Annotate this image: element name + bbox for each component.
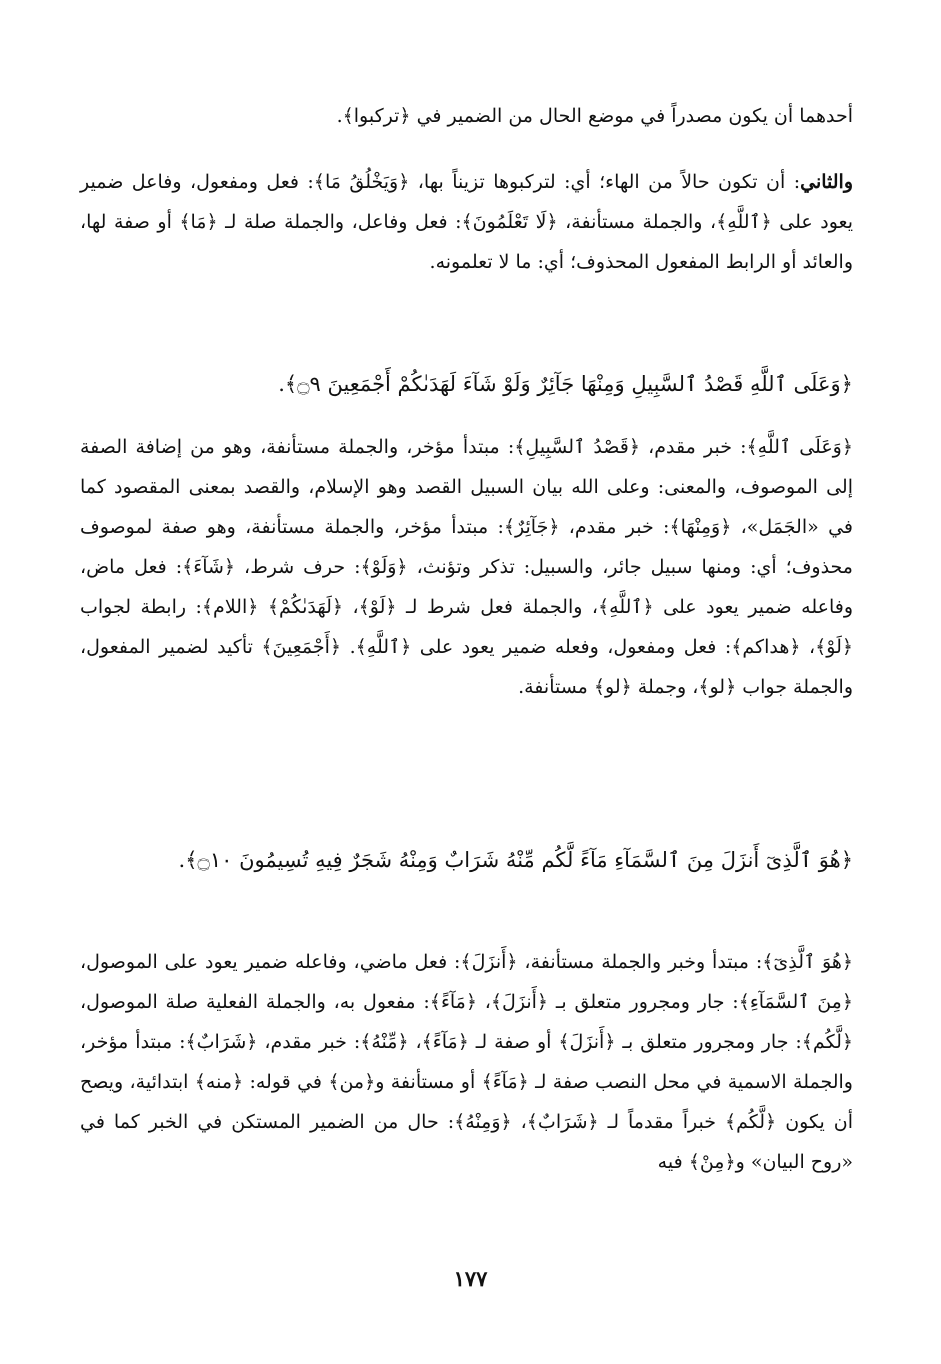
quran-verse-9: ﴿وَعَلَى ٱللَّهِ قَصْدُ ٱلسَّبِيلِ وَمِنْهَا جَآئِرٌ وَلَوْ شَآءَ لَهَدَىٰكُمْ أَجْمَعِينَ ۝٩﴾. [278,372,853,396]
quran-verse-10: ﴿هُوَ ٱلَّذِىٓ أَنزَلَ مِنَ ٱلسَّمَآءِ مَآءً لَّكُم مِّنْهُ شَرَابٌ وَمِنْهُ شَجَرٌ فِيهِ تُسِيمُونَ ۝١٠﴾. [178,848,853,872]
paragraph-verse-9-grammar: ﴿وَعَلَى ٱللَّهِ﴾: خبر مقدم، ﴿قَصْدُ ٱلسَّبِيلِ﴾: مبتدأ مؤخر، والجملة مستأنفة، وهو من إضافة الصفة إلى الموصوف، والمعنى: وعلى الله بيان السبيل القصد وهو الإسلام، والقصد بمعنى المقصود كما في «الجَمَل»، ﴿وَمِنْهَا﴾: خبر مقدم، ﴿جَآئِرٌ﴾: مبتدأ مؤخر، والجملة مستأنفة، وهو صفة لموصوف محذوف؛ أي: ومنها سبيل جائر، والسبيل: تذكر وتؤنث، ﴿وَلَوْ﴾: حرف شرط، ﴿شَآءَ﴾: فعل ماض، وفاعله ضمير يعود على ﴿ٱللَّهِ﴾، والجملة فعل شرط لـ ﴿لَوْ﴾، ﴿لَهَدَىٰكُمْ﴾ ﴿اللام﴾: رابطة لجواب ﴿لَوْ﴾، ﴿هداكم﴾: فعل ومفعول، وفعله ضمير يعود على ﴿ٱللَّهِ﴾. ﴿أَجْمَعِينَ﴾ تأكيد لضمير المفعول، والجملة جواب ﴿لو﴾، وجملة ﴿لو﴾ مستأنفة. [80,436,853,698]
paragraph-lead-word: والثاني [800,171,853,193]
page-number: ١٧٧ [453,1266,488,1291]
paragraph-first-reading: أحدهما أن يكون مصدراً في موضع الحال من الضمير في ﴿تركبوا﴾. [336,105,853,127]
paragraph-second-reading [80,162,853,282]
paragraph-verse-10-grammar: ﴿هُوَ ٱلَّذِىٓ﴾: مبتدأ وخبر والجملة مستأنفة، ﴿أَنزَلَ﴾: فعل ماضي، وفاعله ضمير يعود على الموصول، ﴿مِنَ ٱلسَّمَآءِ﴾: جار ومجرور متعلق بـ ﴿أَنزَلَ﴾، ﴿مَآءً﴾: مفعول به، والجملة الفعلية صلة الموصول، ﴿لَّكُم﴾: جار ومجرور متعلق بـ ﴿أَنزَلَ﴾ أو صفة لـ ﴿مَآءً﴾، ﴿مِّنْهُ﴾: خبر مقدم، ﴿شَرَابٌ﴾: مبتدأ مؤخر، والجملة الاسمية في محل النصب صفة لـ ﴿مَآءً﴾ أو مستأنفة و﴿من﴾ في قوله: ﴿منه﴾ ابتدائية، ويصح أن يكون ﴿لَّكُم﴾ خبراً مقدماً لـ ﴿شَرَابٌ﴾، ﴿وَمِنْهُ﴾: حال من الضمير المستكن في الخبر كما في «روح البيان» و﴿مِنْ﴾ فيه [80,951,853,1173]
paragraph-body: : أن تكون حالاً من الهاء؛ أي: لتركبوها تزيناً بها، ﴿وَيَخْلُقُ مَا﴾: فعل ومفعول، وفاعل ضمير يعود على ﴿ٱللَّهِ﴾، والجملة مستأنفة، ﴿لَا تَعْلَمُونَ﴾: فعل وفاعل، والجملة صلة لـ ﴿مَا﴾ أو صفة لها، والعائد أو الرابط المفعول المحذوف؛ أي: ما لا تعلمونه. [80,171,853,273]
